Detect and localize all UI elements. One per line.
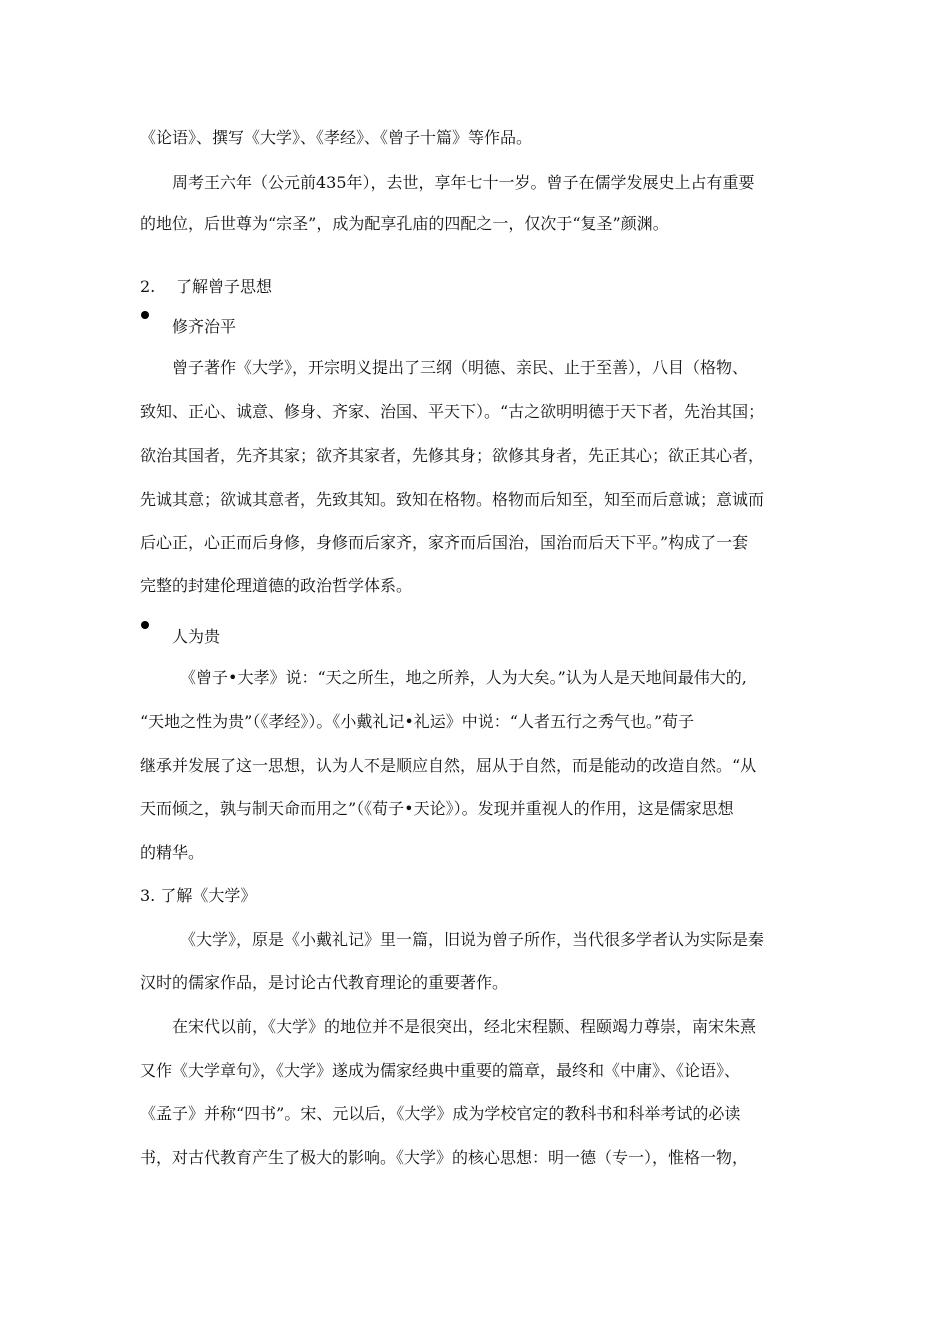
- paragraph-line: 汉时的儒家作品，是讨论古代教育理论的重要著作。: [140, 973, 509, 992]
- paragraph-line: 曾子著作《大学》，开宗明义提出了三纲（明德、亲民、止于至善），八目（格物、: [172, 358, 749, 377]
- paragraph-line: 周考王六年（公元前435年），去世，享年七十一岁。曾子在儒学发展史上占有重要: [172, 173, 755, 192]
- paragraph-line: 完整的封建伦理道德的政治哲学体系。: [140, 576, 413, 595]
- paragraph-line: 《孟子》并称“四书”。宋、元以后，《大学》成为学校官定的教科书和科举考试的必读: [140, 1104, 741, 1123]
- paragraph-line: 《论语》、撰写《大学》、《孝经》、《曾子十篇》等作品。: [140, 128, 533, 147]
- paragraph-line: 后心正，心正而后身修，身修而后家齐，家齐而后国治，国治而后天下平。”构成了一套: [140, 533, 749, 552]
- paragraph-line: 先诚其意；欲诚其意者，先致其知。致知在格物。格物而后知至，知至而后意诚；意诚而: [140, 490, 765, 509]
- paragraph-line: 书，对古代教育产生了极大的影响。《大学》的核心思想：明一德（专一），惟格一物，: [140, 1148, 749, 1167]
- bullet-label: 人为贵: [172, 627, 221, 646]
- paragraph-line: 在宋代以前，《大学》的地位并不是很突出，经北宋程颢、程颐竭力尊崇，南宋朱熹: [172, 1017, 757, 1036]
- paragraph-line: 的地位，后世尊为“宗圣”，成为配享孔庙的四配之一，仅次于“复圣”颜渊。: [140, 214, 669, 233]
- section-heading-3: 3. 了解《大学》: [140, 886, 257, 905]
- bullet-icon: [141, 621, 149, 629]
- paragraph-line: “天地之性为贵”（《孝经》）。《小戴礼记•礼运》中说：“人者五行之秀气也。”荀子: [140, 712, 695, 731]
- section-heading-2: [140, 277, 820, 297]
- paragraph-line: 欲治其国者，先齐其家；欲齐其家者，先修其身；欲修其身者，先正其心；欲正其心者，: [140, 446, 765, 465]
- section-number: 2.: [140, 277, 156, 296]
- bullet-label: 修齐治平: [172, 317, 237, 336]
- paragraph-line: 《大学》，原是《小戴礼记》里一篇，旧说为曾子所作，当代很多学者认为实际是秦: [180, 930, 765, 949]
- paragraph-line: 致知、正心、诚意、修身、齐家、治国、平天下）。“古之欲明明德于天下者，先治其国；: [140, 402, 765, 421]
- bullet-icon: [141, 311, 149, 319]
- paragraph-line: 继承并发展了这一思想，认为人不是顺应自然，屈从于自然，而是能动的改造自然。“从: [140, 756, 757, 775]
- paragraph-line: 《曾子•大孝》说：“天之所生，地之所养，人为大矣。”认为人是天地间最伟大的,: [180, 668, 747, 687]
- paragraph-line: 天而倾之，孰与制天命而用之”（《荀子•天论》）。发现并重视人的作用，这是儒家思想: [140, 799, 734, 818]
- paragraph-line: 的精华。: [140, 843, 205, 862]
- section-title: 了解曾子思想: [176, 277, 273, 296]
- paragraph-line: 又作《大学章句》，《大学》遂成为儒家经典中重要的篇章，最终和《中庸》、《论语》、: [140, 1061, 741, 1080]
